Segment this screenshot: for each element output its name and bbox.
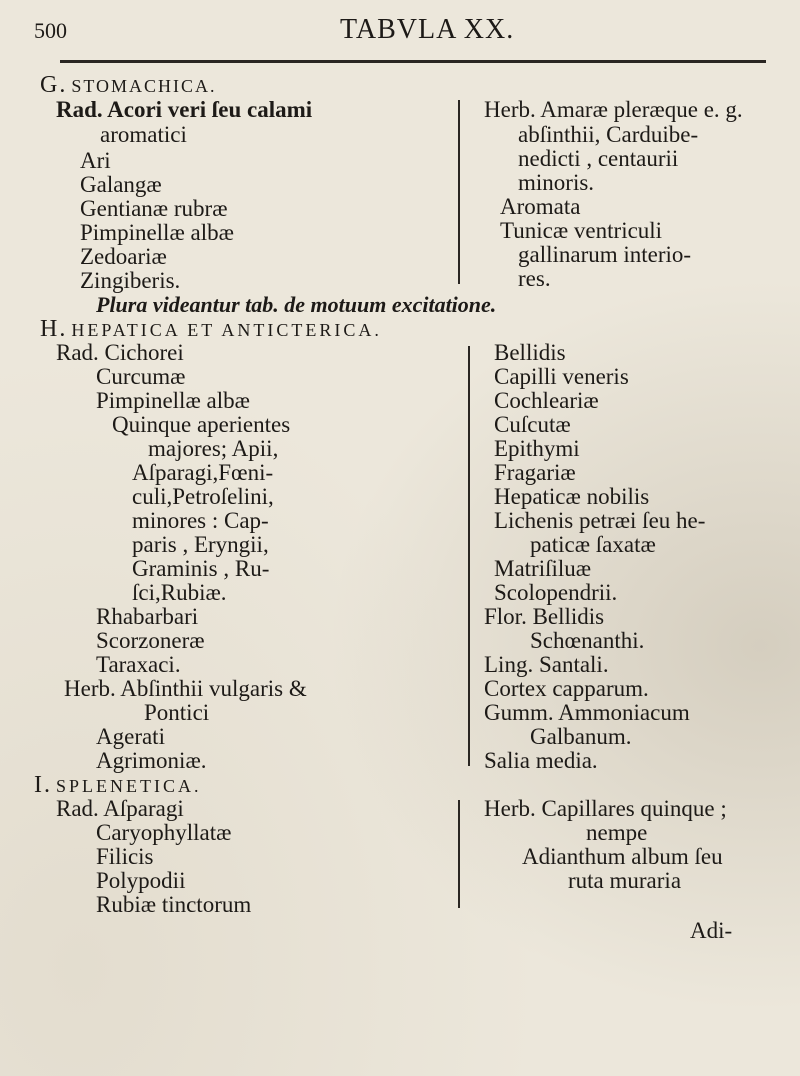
section-h-right-line: Salia media.: [484, 748, 598, 773]
section-i-left-line: Filicis: [96, 844, 154, 869]
section-h-left-line: Taraxaci.: [96, 652, 181, 677]
section-g-right-line: res.: [518, 266, 551, 291]
section-g-right-line: Aromata: [500, 194, 581, 219]
section-h-left-line: Rad. Cichorei: [56, 340, 184, 365]
section-h-right-line: Ling. Santali.: [484, 652, 609, 677]
section-h-left-line: Aſparagi,Fœni-: [132, 460, 274, 485]
section-h-left-line: Herb. Abſinthii vulgaris &: [64, 676, 307, 701]
section-i-right-line: ruta muraria: [568, 868, 682, 893]
section-h-left-line: Pontici: [144, 700, 210, 725]
section-i-heading: [34, 772, 202, 799]
section-h-right-line: Matriſiluæ: [494, 556, 592, 581]
section-h-right-line: Cortex capparum.: [484, 676, 649, 701]
section-h-right-line: Cuſcutæ: [494, 412, 571, 437]
page-number: 500: [34, 18, 67, 43]
section-h-right-line: Epithymi: [494, 436, 580, 461]
section-g-left-line: Pimpinellæ albæ: [80, 220, 234, 245]
section-g-right-line: nedicti , centaurii: [518, 146, 679, 171]
section-h-right-line: Fragariæ: [494, 460, 576, 485]
cross-reference-note: Plura videantur tab. de motuum excitatione.: [96, 292, 497, 317]
section-i-left-line: Rad. Aſparagi: [56, 796, 184, 821]
section-g-left-line: Rad. Acori veri ſeu calami: [56, 97, 313, 122]
column-divider: [468, 346, 470, 766]
section-h-right-line: Flor. Bellidis: [484, 604, 605, 629]
section-i-right-line: Herb. Capillares quinque ;: [484, 796, 727, 821]
section-g-right-line: gallinarum interio-: [518, 242, 692, 267]
section-i-right-line: nempe: [586, 820, 648, 845]
section-h-left-line: minores : Cap-: [132, 508, 269, 533]
section-g-left-line: Gentianæ rubræ: [80, 196, 228, 221]
section-h-right-line: Hepaticæ nobilis: [494, 484, 650, 509]
section-i-left-line: Caryophyllatæ: [96, 820, 232, 845]
section-i-left-line: Polypodii: [96, 868, 186, 893]
section-h-right-line: Cochleariæ: [494, 388, 599, 413]
section-h-right-line: Lichenis petræi ſeu he-: [494, 508, 706, 533]
header-rule: [60, 60, 766, 63]
section-h-right-line: paticæ ſaxatæ: [530, 532, 656, 557]
section-h-left-line: Pimpinellæ albæ: [96, 388, 250, 413]
section-i-right-line: Adianthum album ſeu: [522, 844, 723, 869]
section-g-left-line: Ari: [80, 148, 111, 173]
section-h-left-line: culi,Petroſelini,: [132, 484, 274, 509]
section-h-right-line: Bellidis: [494, 340, 566, 365]
section-i-left-line: Rubiæ tinctorum: [96, 892, 252, 917]
section-g-left-line: Galangæ: [80, 172, 162, 197]
section-h-left-line: majores; Apii,: [148, 436, 279, 461]
section-h-title: HEPATICA ET ANTICTERICA.: [71, 320, 382, 340]
running-title: TABVLA XX.: [340, 14, 515, 45]
section-h-left-line: Graminis , Ru-: [132, 556, 270, 581]
column-divider: [458, 100, 460, 284]
section-h-right-line: Galbanum.: [530, 724, 632, 749]
section-g-right-line: minoris.: [518, 170, 595, 195]
section-h-right-line: Scolopendrii.: [494, 580, 618, 605]
section-h-left-line: Agerati: [96, 724, 165, 749]
section-h-left-line: Agrimoniæ.: [96, 748, 207, 773]
section-h-left-line: paris , Eryngii,: [132, 532, 269, 557]
section-h-right-line: Gumm. Ammoniacum: [484, 700, 690, 725]
section-i-title: SPLENETICA.: [56, 776, 202, 796]
section-g-right-line: Herb. Amaræ pleræque e. g.: [484, 97, 743, 122]
section-h-left-line: ſci,Rubiæ.: [132, 580, 227, 605]
section-g-title: STOMACHICA.: [71, 76, 217, 96]
section-h-left-line: Rhabarbari: [96, 604, 199, 629]
column-divider: [458, 800, 460, 908]
section-h-heading: [40, 316, 382, 343]
section-g-left-line: Zedoariæ: [80, 244, 167, 269]
section-g-left-line: Zingiberis.: [80, 268, 181, 293]
section-h-left-line: Scorzoneræ: [96, 628, 205, 653]
section-h-left-line: Curcumæ: [96, 364, 186, 389]
catchword: Adi-: [690, 918, 733, 943]
section-g-right-line: abſinthii, Carduibe-: [518, 122, 699, 147]
section-g-heading: [40, 72, 217, 99]
section-h-right-line: Capilli veneris: [494, 364, 629, 389]
section-g-left-line: aromatici: [100, 122, 187, 147]
section-h-left-line: Quinque aperientes: [112, 412, 291, 437]
section-h-letter: H.: [40, 316, 68, 342]
section-h-right-line: Schœnanthi.: [530, 628, 645, 653]
section-i-letter: I.: [34, 772, 52, 798]
section-g-letter: G.: [40, 72, 68, 98]
section-g-right-line: Tunicæ ventriculi: [500, 218, 663, 243]
